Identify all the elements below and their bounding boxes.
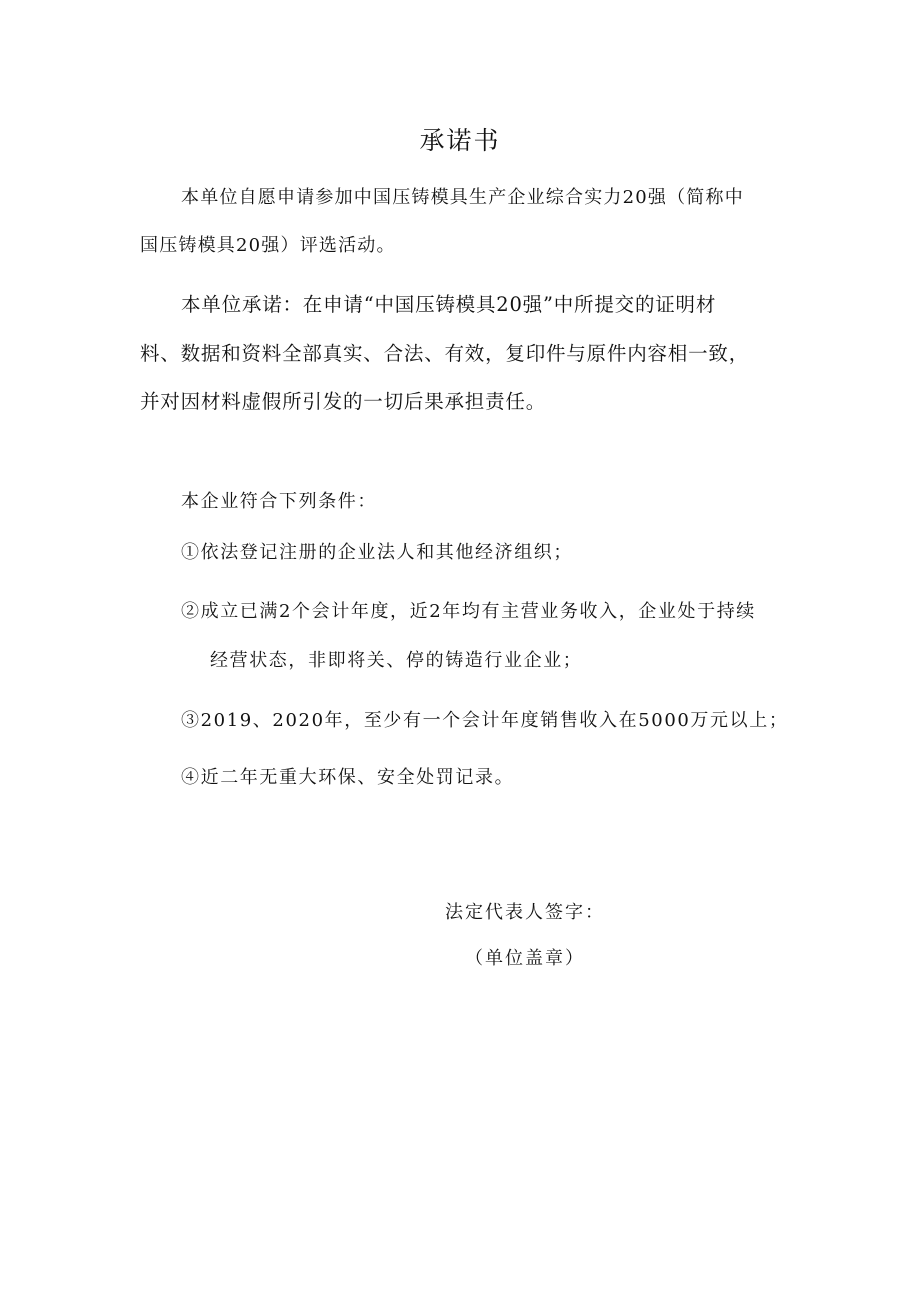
intro-line-2: 国压铸模具20强）评选活动。 (140, 235, 396, 256)
seal-label: （单位盖章） (465, 948, 585, 969)
condition-item-2-line-1: ②成立已满2个会计年度，近2年均有主营业务收入，企业处于持续 (181, 601, 756, 622)
signature-label: 法定代表人签字： (445, 902, 605, 923)
condition-item-4: ④近二年无重大环保、安全处罚记录。 (181, 767, 515, 788)
intro-line-1: 本单位自愿申请参加中国压铸模具生产企业综合实力20强（简称中 (181, 187, 744, 208)
condition-item-1: ①依法登记注册的企业法人和其他经济组织； (181, 542, 573, 563)
condition-item-3: ③2019、2020年，至少有一个会计年度销售收入在5000万元以上； (181, 710, 789, 731)
commitment-line-2: 料、数据和资料全部真实、合法、有效，复印件与原件内容相一致， (140, 342, 750, 365)
conditions-heading: 本企业符合下列条件： (181, 491, 377, 512)
commitment-line-1: 本单位承诺：在申请“中国压铸模具20强”中所提交的证明材 (181, 293, 717, 316)
condition-item-2-line-2: 经营状态，非即将关、停的铸造行业企业； (210, 650, 583, 671)
commitment-line-3: 并对因材料虚假所引发的一切后果承担责任。 (140, 390, 547, 413)
document-title: 承诺书 (419, 126, 501, 155)
